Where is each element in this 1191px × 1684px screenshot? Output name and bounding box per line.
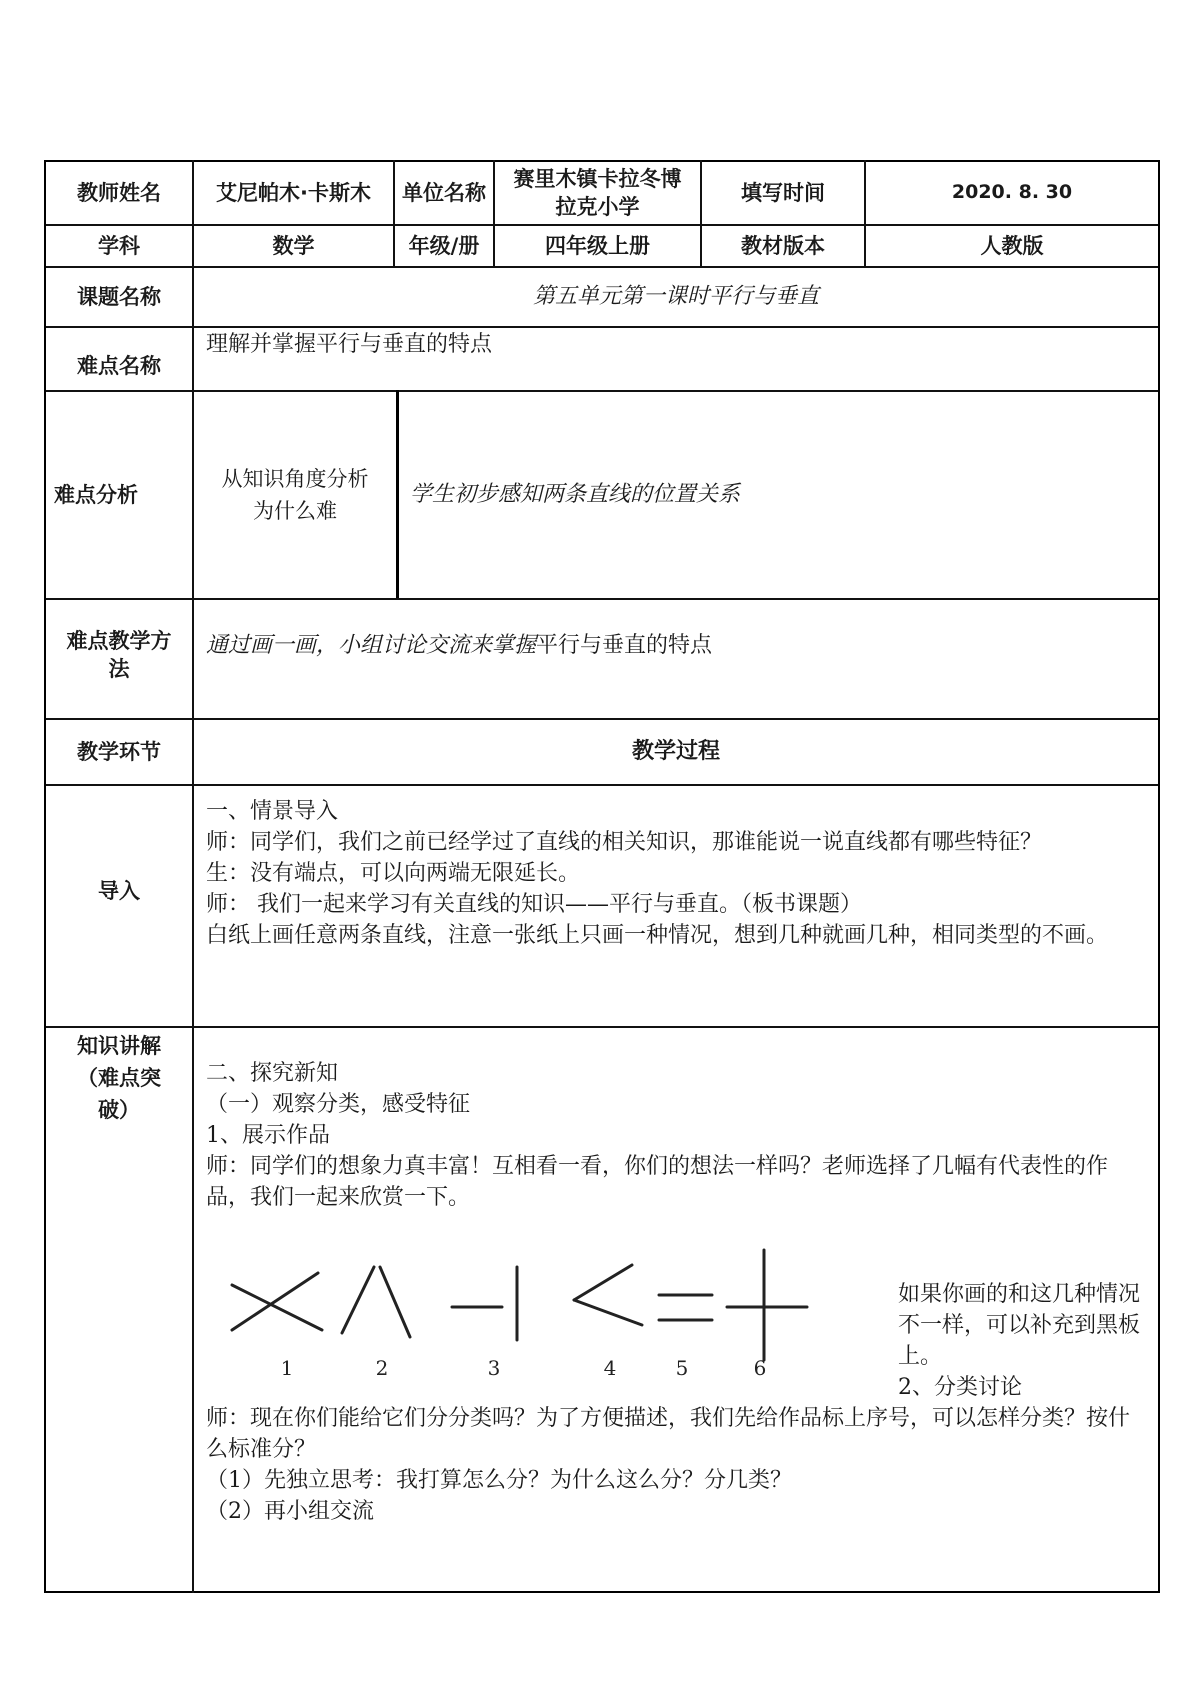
analysis-value: 学生初步感知两条直线的位置关系 [410,482,741,508]
subject-value: 数学 [272,233,315,258]
figure-1-line-a [232,1285,322,1330]
figure-label-6: 6 [753,1356,767,1380]
intro-content [206,796,1146,951]
line-pairs-figure [222,1245,862,1385]
figure-4-line-b [574,1300,642,1325]
teacher-name-value: 艾尼帕木·卡斯木 [216,180,371,205]
textbook-value: 人教版 [980,233,1044,258]
grade-value: 四年级上册 [545,233,650,258]
knowledge-line: （2）再小组交流 [206,1499,374,1524]
figure-2-line-b [380,1267,410,1337]
textbook-label: 教材版本 [741,233,825,258]
intro-line: 一、情景导入 [206,799,339,824]
knowledge-line: 二、探究新知 [206,1061,339,1086]
classify-heading: 2、分类讨论 [898,1375,1022,1400]
knowledge-label [46,1030,192,1126]
figure-label-5: 5 [675,1356,689,1380]
analysis-sub-label [194,392,396,598]
difficulty-value: 理解并掌握平行与垂直的特点 [206,332,493,358]
method-label-line1: 难点教学方 [66,628,172,653]
knowledge-line: 师：同学们的想象力真丰富！互相看一看，你们的想法一样吗？老师选择了几幅有代表性的作品，我们一起来欣赏一下。 [206,1154,1109,1210]
knowledge-line: （1）先独立思考：我打算怎么分？为什么这么分？分几类？ [206,1468,792,1493]
method-value [206,630,1146,662]
unit-name-line2: 拉克小学 [555,195,640,219]
analysis-sub-label-line2: 为什么难 [253,499,337,523]
knowledge-line: 师：现在你们能给它们分分类吗？为了方便描述，我们先给作品标上序号，可以怎样分类？按什么标准分？ [206,1406,1131,1462]
row-divider [44,784,1160,786]
analysis-label: 难点分析 [54,482,138,507]
figure-label-1: 1 [280,1356,294,1380]
col-divider [192,160,194,1593]
analysis-sub-label-line1: 从知识角度分析 [221,467,369,491]
difficulty-label: 难点名称 [77,353,161,378]
knowledge-label-line1: 知识讲解 [77,1034,161,1058]
row-divider [44,1026,1160,1028]
knowledge-label-line3: 破） [98,1098,140,1122]
knowledge-content-bottom [206,1403,1146,1527]
knowledge-line: 1、展示作品 [206,1123,330,1148]
intro-line: 师： 我们一起来学习有关直线的知识——平行与垂直。（板书课题） [206,892,862,917]
figure-label-3: 3 [487,1356,501,1380]
figure-side-note-text: 如果你画的和这几种情况不一样，可以补充到黑板上。 [898,1282,1141,1369]
unit-name-value [495,162,700,224]
figure-label-2: 2 [375,1356,389,1380]
method-value-plain: 平行与垂直的特点 [536,633,713,659]
intro-label: 导入 [98,878,140,903]
table-border-right [1158,160,1160,1593]
subject-label: 学科 [98,233,140,258]
figure-2-line-a [342,1267,374,1333]
knowledge-label-line2: （难点突 [77,1066,161,1090]
table-border-bottom [44,1591,1160,1593]
method-label [46,600,192,718]
figure-label-4: 4 [603,1356,617,1380]
process-detail-header: 教学过程 [631,739,720,765]
process-step-header: 教学环节 [77,739,161,764]
intro-line: 白纸上画任意两条直线，注意一张纸上只画一种情况，想到几种就画几种，相同类型的不画。 [206,923,1109,948]
grade-label: 年级/册 [408,233,480,258]
line-pairs-figure-svg [222,1245,862,1385]
fill-date-label: 填写时间 [741,180,825,205]
row-divider [44,326,1160,328]
knowledge-line: （一）观察分类，感受特征 [206,1092,471,1117]
col-divider [396,390,399,598]
figure-4-line-a [574,1265,632,1300]
unit-name-label: 单位名称 [402,180,486,205]
intro-line: 生：没有端点，可以向两端无限延长。 [206,861,581,886]
row-divider [44,598,1160,600]
topic-label: 课题名称 [77,284,161,309]
figure-side-note [898,1279,1146,1403]
fill-date-value: 2020. 8. 30 [951,181,1073,204]
method-label-line2: 法 [108,657,130,681]
topic-value: 第五单元第一课时平行与垂直 [532,284,819,310]
intro-line: 师：同学们，我们之前已经学过了直线的相关知识，那谁能说一说直线都有哪些特征？ [206,830,1043,855]
teacher-name-label: 教师姓名 [77,180,161,205]
knowledge-content-top [206,1058,1146,1213]
method-value-italic: 通过画一画，小组讨论交流来掌握 [206,633,537,659]
unit-name-line1: 赛里木镇卡拉冬博 [513,166,682,191]
